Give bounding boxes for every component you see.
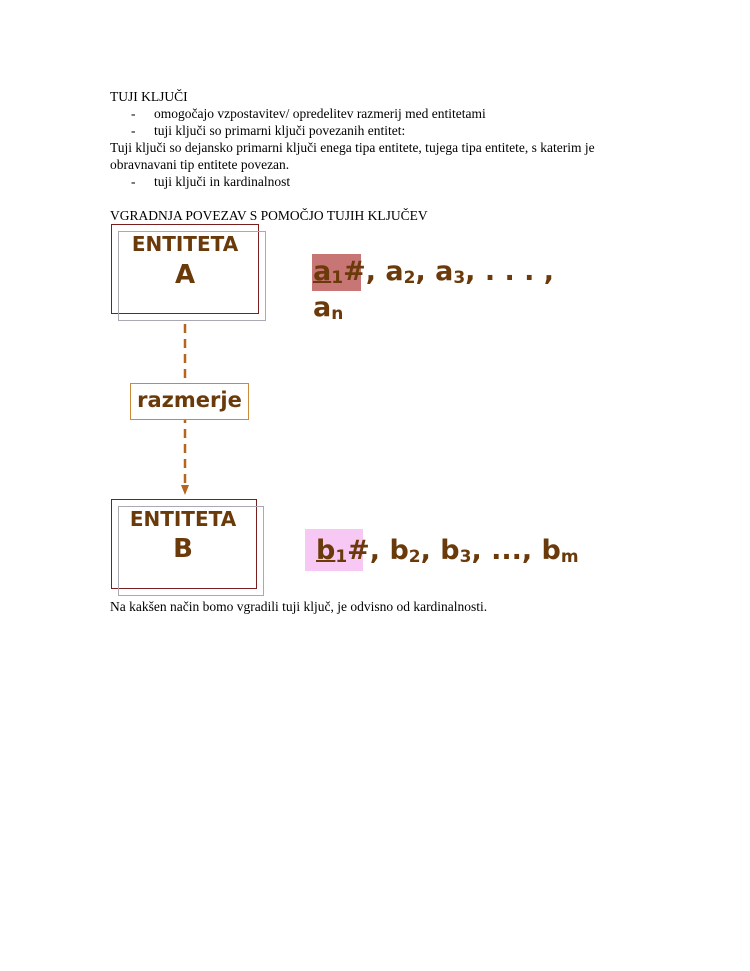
- entity-b-letter: B: [173, 534, 193, 564]
- entity-a-title: ENTITETA: [131, 232, 239, 256]
- relationship-label: razmerje: [137, 388, 242, 412]
- heading-tuji-kljuci: TUJI KLJUČI: [110, 89, 188, 104]
- attr-a1: $a_1$: [313, 256, 344, 288]
- arrow-head-icon: [181, 485, 189, 495]
- closing-sentence: Na kakšen način bomo vgradili tuji ključ, je odvisno od kardinalnosti.: [110, 599, 488, 614]
- bullet-dash: -: [131, 174, 136, 189]
- bullet-dash: -: [131, 123, 136, 138]
- bullet-text: tuji ključi so primarni ključi povezanih entitet:: [154, 123, 406, 138]
- paragraph-line: obravnavani tip entitete povezan.: [110, 157, 290, 172]
- bullet-text: tuji ključi in kardinalnost: [154, 174, 291, 189]
- paragraph-line: Tuji ključi so dejansko primarni ključi enega tipa entitete, tujega tipa entitete, s katerim je: [110, 140, 595, 155]
- entity-b-title: ENTITETA: [129, 507, 237, 531]
- attr-b1: $b_1$: [316, 535, 348, 567]
- entity-a-attribute-an: $a_n$: [313, 292, 344, 324]
- bullet-dash: -: [131, 106, 136, 121]
- entity-a-letter: A: [174, 260, 196, 290]
- section-heading: VGRADNJA POVEZAV S POMOČJO TUJIH KLJUČEV: [110, 208, 428, 223]
- entity-a-attributes: $a_1\#$, $a_2$, $a_3$, . . . ,: [313, 256, 555, 288]
- bullet-text: omogočajo vzpostavitev/ opredelitev razmerij med entitetami: [154, 106, 486, 121]
- entity-b-attributes: $b_1\#$, $b_2$, $b_3$, ..., $b_m$: [316, 535, 579, 567]
